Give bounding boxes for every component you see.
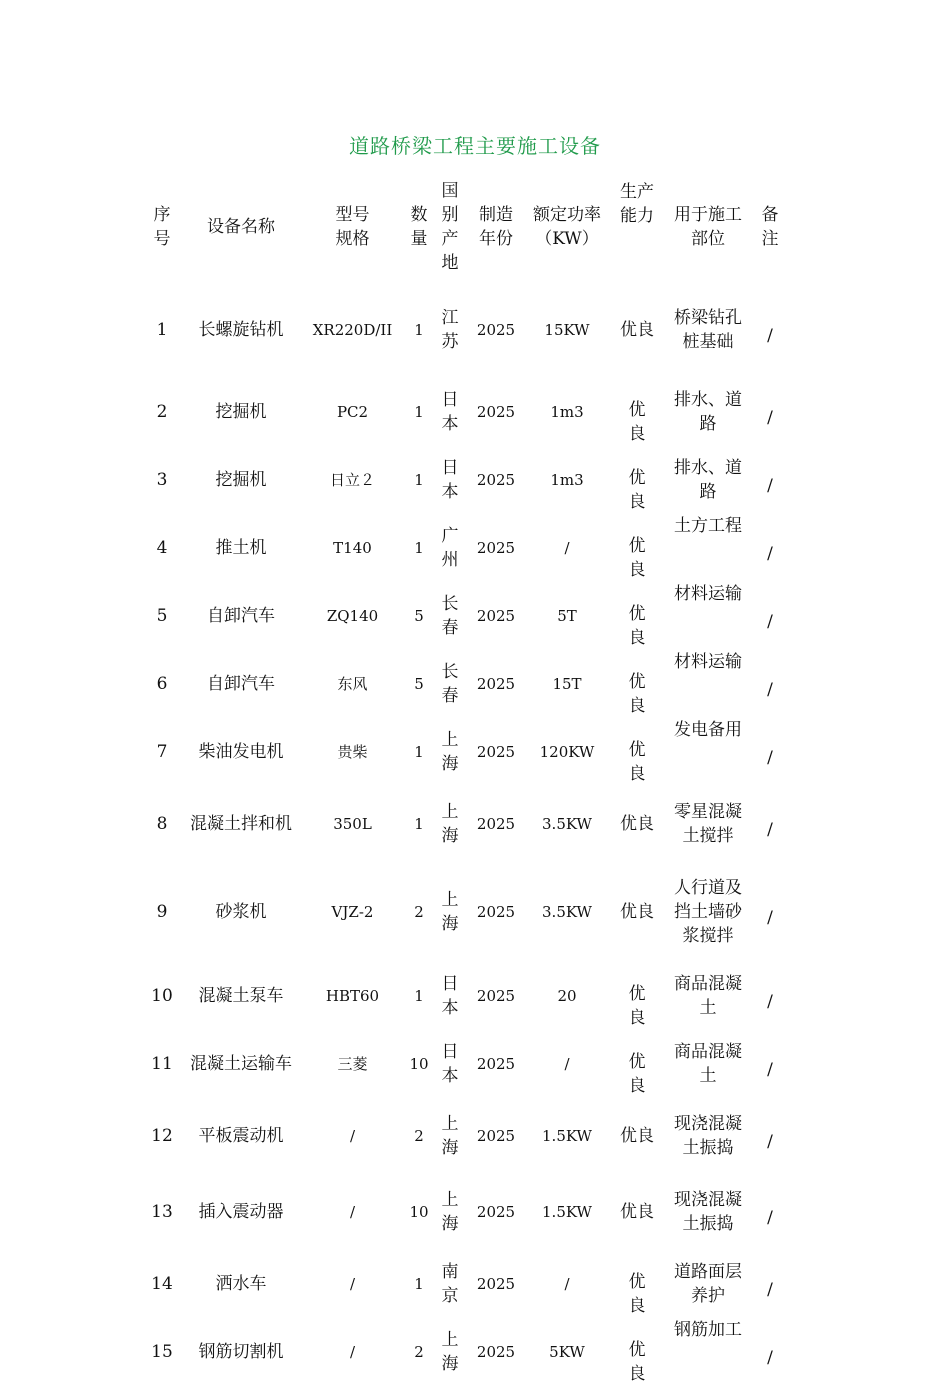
cell-origin: 上海 [441, 802, 459, 846]
cell-note: / [767, 476, 773, 496]
cell-origin: 上海 [441, 890, 459, 934]
cell-capacity: 优良 [628, 468, 646, 512]
cell-qty: 1 [414, 815, 424, 833]
cell-capacity: 优良 [628, 1340, 646, 1384]
cell-power: / [564, 1275, 570, 1293]
cell-use: 商品混凝土 [674, 974, 742, 1018]
cell-qty: 1 [414, 471, 424, 489]
cell-capacity: 优良 [620, 1202, 654, 1222]
cell-no: 5 [156, 606, 168, 626]
cell-model: ZQ140 [326, 607, 379, 625]
header-power-line2: （KW） [535, 229, 599, 249]
cell-no: 9 [156, 902, 168, 922]
cell-name: 挖掘机 [215, 402, 267, 422]
cell-model: / [349, 1275, 356, 1293]
cell-note: / [767, 680, 773, 700]
cell-power: / [564, 1055, 570, 1073]
table-row [148, 514, 795, 582]
cell-no: 2 [156, 402, 168, 422]
cell-no: 12 [151, 1126, 173, 1146]
table-row [148, 378, 795, 446]
cell-use: 材料运输 [674, 584, 742, 604]
table-header [148, 172, 795, 282]
cell-capacity: 优良 [628, 740, 646, 784]
cell-name: 插入震动器 [198, 1202, 284, 1222]
cell-origin: 长春 [441, 594, 459, 638]
cell-year: 2025 [476, 1055, 516, 1073]
cell-note: / [767, 1060, 773, 1080]
cell-origin: 长春 [441, 662, 459, 706]
header-capacity: 生产能力 [620, 182, 654, 226]
cell-name: 钢筋切割机 [198, 1342, 284, 1362]
cell-model: / [349, 1343, 356, 1361]
cell-note: / [767, 1208, 773, 1228]
table-row [148, 1250, 795, 1318]
header-power-line1: 额定功率 [533, 205, 601, 225]
cell-power: 1.5KW [542, 1203, 592, 1221]
cell-use: 现浇混凝土振捣 [674, 1190, 742, 1234]
cell-use: 商品混凝土 [674, 1042, 742, 1086]
cell-use: 排水、道路 [674, 390, 742, 434]
cell-year: 2025 [476, 471, 516, 489]
cell-use: 道路面层养护 [674, 1262, 742, 1306]
cell-origin: 上海 [441, 1114, 459, 1158]
cell-qty: 1 [414, 403, 424, 421]
cell-year: 2025 [476, 539, 516, 557]
cell-power: 15KW [544, 321, 590, 339]
cell-model: HBT60 [325, 987, 380, 1005]
cell-year: 2025 [476, 987, 516, 1005]
table-row [148, 446, 795, 514]
cell-origin: 上海 [441, 730, 459, 774]
cell-note: / [767, 612, 773, 632]
cell-year: 2025 [476, 1203, 516, 1221]
cell-power: 3.5KW [542, 815, 592, 833]
cell-no: 6 [156, 674, 168, 694]
cell-use: 发电备用 [674, 720, 742, 740]
cell-year: 2025 [476, 815, 516, 833]
cell-use: 零星混凝土搅拌 [674, 802, 742, 846]
cell-year: 2025 [476, 1127, 516, 1145]
header-origin: 国别产地 [441, 181, 459, 273]
cell-name: 混凝土运输车 [190, 1054, 292, 1074]
cell-no: 3 [156, 470, 168, 490]
header-note: 备注 [761, 205, 779, 249]
table-row [148, 582, 795, 650]
page-title: 道路桥梁工程主要施工设备 [349, 134, 601, 158]
cell-use: 材料运输 [674, 652, 742, 672]
cell-no: 10 [151, 986, 173, 1006]
cell-model: XR220D/II [312, 321, 393, 339]
cell-capacity: 优良 [620, 320, 654, 340]
cell-name: 自卸汽车 [207, 606, 275, 626]
cell-capacity: 优良 [620, 814, 654, 834]
cell-note: / [767, 1280, 773, 1300]
cell-qty: 1 [414, 743, 424, 761]
cell-year: 2025 [476, 321, 516, 339]
cell-origin: 上海 [441, 1330, 459, 1374]
cell-use: 土方工程 [674, 516, 742, 536]
cell-note: / [767, 1132, 773, 1152]
cell-note: / [767, 326, 773, 346]
cell-model: 日立２ [329, 471, 375, 489]
cell-qty: 1 [414, 1275, 424, 1293]
table-row [148, 962, 795, 1030]
header-power [531, 172, 603, 282]
header-name: 设备名称 [207, 217, 275, 237]
cell-use: 现浇混凝土振捣 [674, 1114, 742, 1158]
cell-origin: 上海 [441, 1190, 459, 1234]
cell-power: 5KW [549, 1343, 585, 1361]
cell-model: / [349, 1203, 356, 1221]
cell-capacity: 优良 [628, 984, 646, 1028]
cell-name: 砂浆机 [215, 902, 267, 922]
cell-model: / [349, 1127, 356, 1145]
cell-origin: 日本 [441, 458, 459, 502]
cell-model: PC2 [336, 403, 369, 421]
cell-note: / [767, 544, 773, 564]
cell-model: VJZ-2 [331, 903, 374, 921]
cell-power: 3.5KW [542, 903, 592, 921]
header-model: 型号规格 [335, 205, 370, 249]
cell-no: 14 [151, 1274, 173, 1294]
header-qty: 数量 [410, 205, 428, 249]
cell-qty: 1 [414, 321, 424, 339]
cell-no: 7 [156, 742, 168, 762]
cell-model: 贵柴 [337, 743, 368, 761]
cell-power: 1.5KW [542, 1127, 592, 1145]
cell-capacity: 优良 [628, 604, 646, 648]
cell-year: 2025 [476, 403, 516, 421]
cell-power: 20 [557, 987, 577, 1005]
cell-name: 挖掘机 [215, 470, 267, 490]
cell-origin: 日本 [441, 974, 459, 1018]
cell-use: 钢筋加工 [674, 1320, 742, 1340]
cell-year: 2025 [476, 903, 516, 921]
table-row [148, 718, 795, 786]
cell-year: 2025 [476, 675, 516, 693]
table-row [148, 1030, 795, 1098]
cell-qty: 10 [409, 1203, 429, 1221]
cell-origin: 南京 [441, 1262, 459, 1306]
cell-model: T140 [333, 539, 372, 557]
table-row [148, 1098, 795, 1174]
cell-name: 平板震动机 [198, 1126, 284, 1146]
cell-power: 1m3 [550, 471, 584, 489]
cell-qty: 10 [409, 1055, 429, 1073]
cell-capacity: 优良 [628, 536, 646, 580]
cell-no: 8 [156, 814, 168, 834]
cell-name: 柴油发电机 [198, 742, 284, 762]
cell-origin: 广州 [441, 526, 459, 570]
cell-capacity: 优良 [620, 902, 654, 922]
cell-power: 120KW [539, 743, 595, 761]
cell-power: / [564, 539, 570, 557]
cell-use: 人行道及挡土墙砂浆搅拌 [674, 878, 742, 946]
cell-model: 三菱 [337, 1055, 368, 1073]
cell-no: 11 [151, 1054, 173, 1074]
table-row [148, 650, 795, 718]
table-row [148, 862, 795, 962]
cell-note: / [767, 408, 773, 428]
cell-note: / [767, 992, 773, 1012]
cell-qty: 1 [414, 987, 424, 1005]
cell-no: 1 [156, 320, 168, 340]
cell-model: 东风 [337, 675, 368, 693]
cell-year: 2025 [476, 1343, 516, 1361]
cell-no: 15 [151, 1342, 173, 1362]
cell-capacity: 优良 [628, 1272, 646, 1316]
cell-year: 2025 [476, 743, 516, 761]
cell-year: 2025 [476, 1275, 516, 1293]
cell-name: 推土机 [215, 538, 267, 558]
header-year: 制造年份 [479, 205, 513, 249]
cell-use: 桥梁钻孔桩基础 [674, 308, 742, 352]
cell-power: 15T [552, 675, 582, 693]
header-use: 用于施工部位 [674, 205, 742, 249]
table-body [148, 282, 795, 1386]
cell-power: 5T [557, 607, 577, 625]
cell-note: / [767, 820, 773, 840]
cell-qty: 2 [414, 903, 424, 921]
table-row [148, 786, 795, 862]
cell-no: 13 [151, 1202, 173, 1222]
cell-name: 混凝土泵车 [198, 986, 284, 1006]
cell-year: 2025 [476, 607, 516, 625]
cell-use: 排水、道路 [674, 458, 742, 502]
cell-qty: 5 [414, 675, 424, 693]
cell-qty: 2 [414, 1343, 424, 1361]
cell-origin: 日本 [441, 390, 459, 434]
cell-name: 洒水车 [215, 1274, 267, 1294]
cell-name: 混凝土拌和机 [190, 814, 292, 834]
cell-capacity: 优良 [628, 672, 646, 716]
cell-note: / [767, 748, 773, 768]
cell-origin: 日本 [441, 1042, 459, 1086]
cell-model: 350L [333, 815, 372, 833]
table-row [148, 282, 795, 378]
cell-origin: 江苏 [441, 308, 459, 352]
cell-note: / [767, 908, 773, 928]
table-row [148, 1318, 795, 1386]
header-no: 序号 [153, 205, 171, 249]
cell-name: 自卸汽车 [207, 674, 275, 694]
cell-capacity: 优良 [628, 1052, 646, 1096]
equipment-table [148, 172, 795, 1386]
cell-note: / [767, 1348, 773, 1368]
cell-capacity: 优良 [628, 400, 646, 444]
cell-qty: 5 [414, 607, 424, 625]
cell-name: 长螺旋钻机 [198, 320, 284, 340]
cell-power: 1m3 [550, 403, 584, 421]
cell-no: 4 [156, 538, 168, 558]
cell-qty: 1 [414, 539, 424, 557]
cell-capacity: 优良 [620, 1126, 654, 1146]
table-row [148, 1174, 795, 1250]
cell-qty: 2 [414, 1127, 424, 1145]
